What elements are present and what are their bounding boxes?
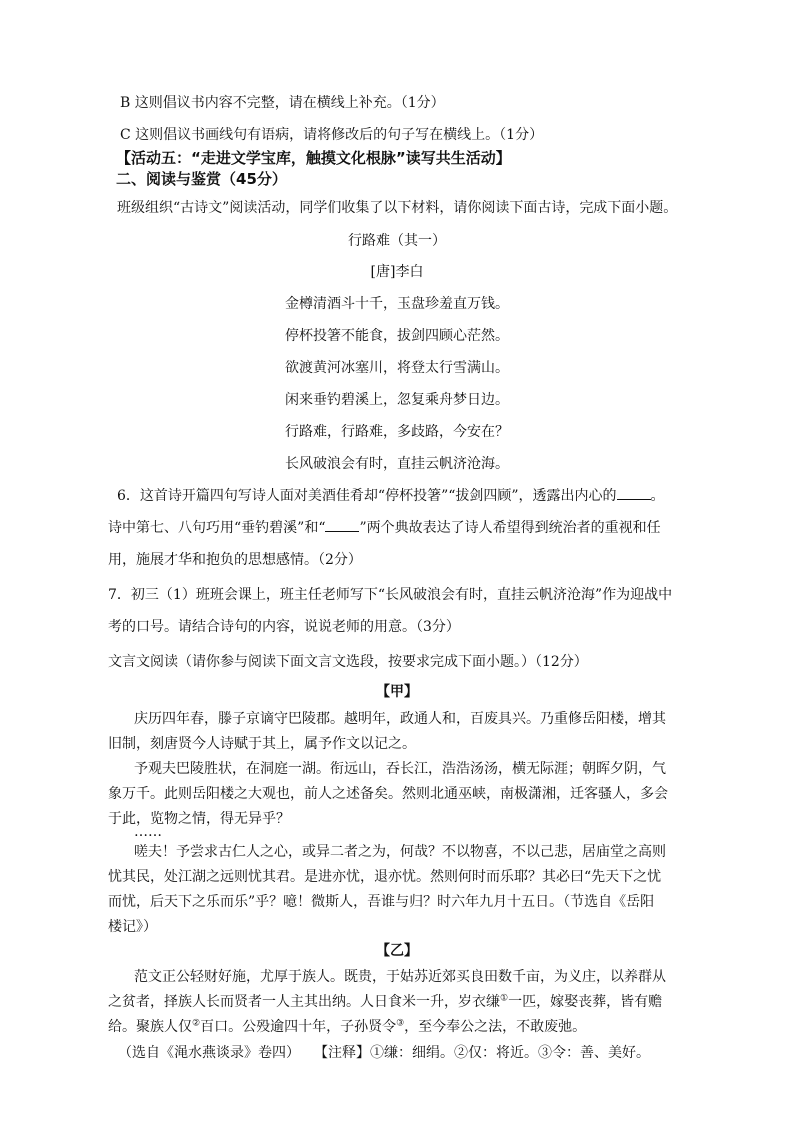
- footnote-marker: ②: [192, 1018, 201, 1029]
- passage-jia-text: 楼记》）: [108, 919, 157, 935]
- reading-instruction: 班级组织“古诗文”阅读活动，同学们收集了以下材料，请你阅读下面古诗，完成下面小题。: [117, 200, 678, 216]
- activity-five-heading: 【活动五：“走进文学宝库，触摸文化根脉”读写共生活动】: [116, 149, 511, 167]
- passage-jia-text: 庆历四年春，滕子京谪守巴陵郡。越明年，政通人和，百废具兴。乃重修岳阳楼，增其: [134, 711, 666, 727]
- question-6-line-1: [117, 487, 665, 505]
- question-6-line-2: [108, 519, 661, 537]
- footnote-marker: ③: [396, 1018, 405, 1029]
- passage-yi-text: ，至今奉公之法，不敢废弛。: [404, 1019, 587, 1035]
- question-b-line: B 这则倡议书内容不完整，请在横线上补充。（1分）: [120, 95, 445, 111]
- question-7-line-1: 7．初三（1）班班会课上，班主任老师写下“长风破浪会有时，直挂云帆济沧海”作为迎战中: [108, 587, 673, 603]
- question-7-line-2: 考的口号。请结合诗句的内容，说说老师的用意。（3分）: [108, 619, 460, 635]
- passage-yi-text: 给。聚族人仅: [108, 1019, 192, 1035]
- passage-jia-text: 嗟夫！予尝求古仁人之心，或异二者之为，何哉？不以物喜，不以己悲，居庙堂之高则: [134, 844, 666, 860]
- passage-jia-text: 于此，览物之情，得无异乎？: [108, 811, 290, 827]
- poem-line: 欲渡黄河冰塞川，将登太行雪满山。: [285, 360, 509, 376]
- answer-blank[interactable]: [325, 519, 359, 532]
- passage-yi-line-3: [108, 1018, 586, 1036]
- section-two-heading: 二、阅读与鉴赏（45分）: [116, 170, 287, 188]
- question-c-line: C 这则倡议书画线句有语病，请将修改后的句子写在横线上。（1分）: [120, 127, 544, 143]
- question-6-text: ”两个典故表达了诗人希望得到统治者的重视和任: [359, 520, 661, 536]
- passage-yi-line-2: [108, 993, 662, 1011]
- passage-jia-label: 【甲】: [376, 684, 418, 700]
- poem-line: 金樽清酒斗十千，玉盘珍羞直万钱。: [285, 296, 509, 312]
- poem-line: 长风破浪会有时，直挂云帆济沧海。: [285, 456, 509, 472]
- passage-jia-text: 予观夫巴陵胜状，在洞庭一湖。衔远山，吞长江，浩浩汤汤，横无际涯；朝晖夕阴，气: [134, 761, 666, 777]
- question-6-line-3: 用，施展才华和抱负的思想感情。（2分）: [108, 552, 362, 568]
- passage-jia-text: 象万千。此则岳阳楼之大观也，前人之述备矣。然则北通巫峡，南极潇湘，迁客骚人，多会: [108, 786, 668, 802]
- answer-blank[interactable]: [617, 487, 651, 500]
- passage-source: （选自《渑水燕谈录》卷四）: [118, 1045, 300, 1061]
- passage-jia-text: 而忧，后天下之乐而乐”乎？噫！微斯人，吾谁与归？时六年九月十五日。（节选自《岳阳: [108, 894, 655, 910]
- passage-yi-source-line: [118, 1044, 650, 1062]
- question-6-end: 。: [650, 488, 665, 504]
- passage-notes: 【注释】①缣：细绢。②仅：将近。③令：善、美好。: [314, 1045, 650, 1061]
- poem-author: [唐]李白: [370, 264, 424, 280]
- question-6-text: 诗中第七、八句巧用“垂钓碧溪”和“: [108, 520, 326, 536]
- passage-yi-text: 之贫者，择族人长而贤者一人主其出纳。人日食米一升，岁衣缣: [108, 994, 500, 1010]
- poem-line: 闲来垂钓碧溪上，忽复乘舟梦日边。: [285, 392, 509, 408]
- passage-yi-label: 【乙】: [376, 943, 418, 959]
- poem-line: 停杯投箸不能食，拔剑四顾心茫然。: [285, 328, 509, 344]
- poem-title: 行路难（其一）: [348, 233, 446, 249]
- passage-ellipsis: ……: [134, 824, 162, 840]
- question-6-text: 6．这首诗开篇四句写诗人面对美酒佳肴却“停杯投箸”“拔剑四顾”，透露出内心的: [117, 488, 617, 504]
- footnote-marker: ①: [500, 993, 509, 1004]
- poem-line: 行路难，行路难，多歧路，今安在？: [285, 424, 509, 440]
- passage-jia-text: 旧制，刻唐贤今人诗赋于其上，属予作文以记之。: [108, 736, 416, 752]
- passage-yi-text: 百口。公殁逾四十年，子孙贤令: [200, 1019, 397, 1035]
- classical-reading-heading: 文言文阅读（请你参与阅读下面文言文选段，按要求完成下面小题。）（12分）: [108, 654, 588, 670]
- passage-jia-text: 忧其民，处江湖之远则忧其君。是进亦忧，退亦忧。然则何时而乐耶？其必曰“先天下之忧: [108, 869, 662, 885]
- passage-yi-text: 一匹，嫁娶丧葬，皆有赡: [508, 994, 663, 1010]
- passage-yi-text: 范文正公轻财好施，尤厚于族人。既贵，于姑苏近郊买良田数千亩，为义庄，以养群从: [134, 969, 666, 985]
